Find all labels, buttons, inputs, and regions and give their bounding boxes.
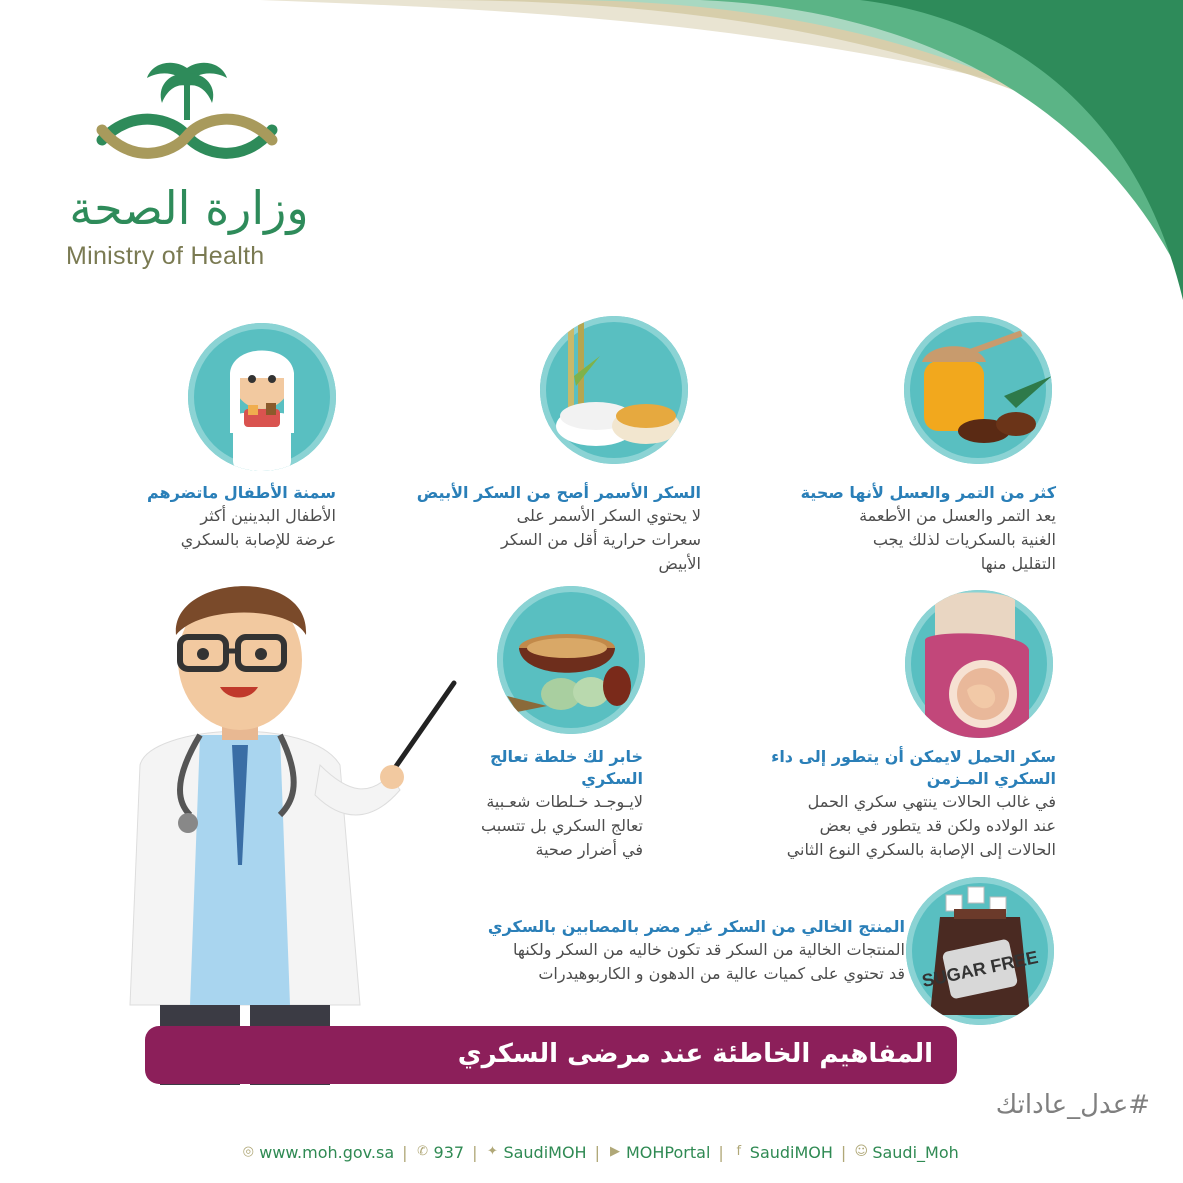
card-title: سمنة الأطفال ماتضرهم	[147, 483, 336, 502]
sugar-bowls-icon	[540, 316, 688, 464]
footer-divider: |	[718, 1142, 724, 1162]
card-body: لا يحتوي السكر الأسمر على سعرات حرارية أقل من السكر الأبيض	[501, 506, 701, 573]
phone-text: 937	[433, 1142, 465, 1162]
facebook-text: SaudiMOH	[749, 1142, 833, 1162]
card-body: في غالب الحالات ينتهي سكري الحمل عند الولاده ولكن قد يتطور في بعض الحالات إلى الإصابة بالسكري النوع الثاني	[786, 792, 1056, 859]
ministry-name-arabic: وزارة الصحة	[69, 181, 309, 235]
footer-divider: |	[840, 1142, 847, 1162]
pregnant-woman-icon	[905, 590, 1053, 738]
twitter-icon: ✦	[487, 1144, 498, 1159]
footer-contacts	[210, 1138, 990, 1166]
doctor-illustration	[110, 565, 470, 1085]
card-body: الأطفال البدينين أكثر عرضة للإصابة بالسكري	[180, 506, 336, 549]
ministry-palm-swords-emblem	[92, 58, 282, 178]
card-title: السكر الأسمر أصح من السكر الأبيض	[416, 483, 701, 502]
footer-website[interactable]	[235, 1143, 400, 1162]
footer-snapchat[interactable]	[848, 1143, 964, 1162]
twitter-text: SaudiMOH	[503, 1142, 587, 1162]
card-body: لايـوجـد خـلطات شعـبية تعالج السكري بل تتسبب في أضرار صحية	[481, 792, 643, 859]
child-junk-food-icon	[188, 323, 336, 471]
footer-divider: |	[472, 1142, 478, 1162]
card-gestational-diabetes	[666, 746, 1056, 862]
sugar-free-bag-icon	[906, 877, 1054, 1025]
youtube-icon: ▶	[609, 1144, 620, 1159]
card-dates-honey	[726, 482, 1056, 576]
facebook-icon: f	[736, 1144, 742, 1159]
website-text: www.moh.gov.sa	[259, 1142, 395, 1162]
footer-phone[interactable]	[410, 1143, 471, 1162]
snapchat-text: Saudi_Moh	[872, 1142, 959, 1162]
footer-divider: |	[402, 1142, 408, 1162]
dates-honey-icon	[904, 316, 1052, 464]
footer-twitter[interactable]	[479, 1143, 592, 1162]
herbal-mix-icon	[497, 586, 645, 734]
campaign-hashtag: #عدل_عاداتك	[995, 1090, 1150, 1120]
ministry-name-english: Ministry of Health	[66, 242, 265, 270]
card-title: سكر الحمل لايمكن أن يتطور إلى داء السكري المـزمن	[771, 747, 1056, 788]
snapchat-icon: ☺	[854, 1144, 869, 1159]
phone-icon: ✆	[417, 1144, 428, 1159]
footer-youtube[interactable]	[602, 1143, 716, 1162]
card-brown-sugar	[371, 482, 701, 576]
card-title: كثر من التمر والعسل لأنها صحية	[800, 483, 1056, 502]
card-obese-children	[96, 482, 336, 552]
footer-facebook[interactable]	[726, 1143, 839, 1162]
card-title: خابر لك خلطة تعالج السكري	[489, 747, 643, 788]
globe-icon: ◎	[242, 1144, 254, 1159]
card-body: المنتجات الخالية من السكر قد تكون خاليه من السكر ولكنها قد تحتوي على كميات عالية من الدهون و الكاربوهيدرات	[513, 940, 905, 983]
footer-divider: |	[594, 1142, 600, 1162]
card-body: يعد التمر والعسل من الأطعمة الغنية بالسكريات لذلك يجب التقليل منها	[859, 506, 1056, 573]
sugar-free-label: SUGAR FREE	[920, 946, 1040, 992]
title-banner	[145, 1026, 957, 1084]
banner-title: المفاهيم الخاطئة عند مرضى السكري	[457, 1039, 933, 1069]
card-title: المنتج الخالي من السكر غير مضر بالمصابين بالسكري	[487, 917, 905, 936]
youtube-text: MOHPortal	[625, 1142, 711, 1162]
